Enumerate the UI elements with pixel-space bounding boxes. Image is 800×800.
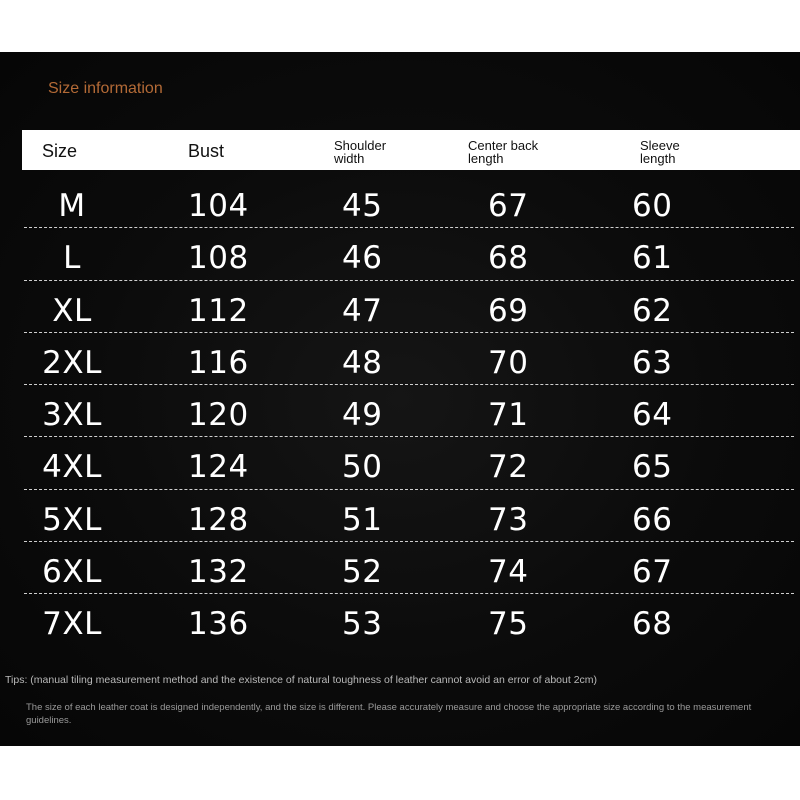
cell-shoulder: 53 [342, 606, 383, 643]
cell-bust: 108 [188, 240, 249, 277]
row-divider [24, 280, 794, 281]
table-row [22, 387, 800, 439]
note-text: The size of each leather coat is designed independently, and the size is different. Please accurately measure and choose the appropriate size according to the measurement guidelines. [26, 702, 752, 726]
cell-bust: 132 [188, 554, 249, 591]
cell-shoulder: 47 [342, 292, 383, 329]
table-row [22, 178, 800, 230]
header-center-back: Center back length [468, 138, 539, 166]
row-divider [24, 332, 794, 333]
row-divider [24, 541, 794, 542]
cell-bust: 104 [188, 188, 249, 224]
cell-shoulder: 50 [342, 449, 383, 486]
table-header [22, 130, 800, 170]
cell-size: 5XL [42, 501, 102, 538]
cell-center-back: 74 [488, 554, 529, 591]
cell-sleeve: 60 [632, 188, 673, 224]
section-title: Size information [48, 80, 163, 97]
cell-shoulder: 48 [342, 344, 383, 381]
cell-center-back: 70 [488, 344, 529, 381]
table-row [22, 544, 800, 596]
cell-size: 6XL [42, 554, 102, 591]
cell-center-back: 67 [488, 188, 529, 224]
header-bust: Bust [188, 141, 225, 161]
cell-shoulder: 49 [342, 397, 383, 434]
cell-center-back: 68 [488, 240, 529, 277]
table-row [22, 492, 800, 544]
cell-center-back: 71 [488, 397, 529, 434]
size-table-body [22, 178, 800, 649]
cell-bust: 136 [188, 606, 249, 643]
header-shoulder: Shoulder width [334, 138, 387, 166]
cell-size: 4XL [42, 449, 102, 486]
cell-shoulder: 46 [342, 240, 383, 277]
cell-shoulder: 45 [342, 188, 383, 224]
table-row [22, 596, 800, 648]
cell-size: L [63, 240, 81, 277]
cell-size: 2XL [42, 344, 102, 381]
row-divider [24, 593, 794, 594]
cell-sleeve: 63 [632, 344, 673, 381]
cell-bust: 116 [188, 344, 249, 381]
cell-shoulder: 51 [342, 501, 383, 538]
cell-sleeve: 66 [632, 501, 673, 538]
cell-center-back: 69 [488, 292, 529, 329]
row-divider [24, 436, 794, 437]
cell-bust: 128 [188, 501, 249, 538]
cell-size: XL [52, 292, 92, 329]
cell-bust: 124 [188, 449, 249, 486]
cell-size: 7XL [42, 606, 102, 643]
row-divider [24, 489, 794, 490]
cell-shoulder: 52 [342, 554, 383, 591]
row-divider [24, 227, 794, 228]
cell-sleeve: 67 [632, 554, 673, 591]
cell-center-back: 75 [488, 606, 529, 643]
table-row [22, 283, 800, 335]
table-row [22, 335, 800, 387]
cell-sleeve: 62 [632, 292, 673, 329]
header-size: Size [42, 141, 78, 161]
cell-sleeve: 61 [632, 240, 673, 277]
cell-size: 3XL [42, 397, 102, 434]
table-row [22, 230, 800, 282]
cell-size: M [58, 188, 86, 224]
cell-center-back: 73 [488, 501, 529, 538]
header-sleeve: Sleeve length [640, 138, 680, 166]
cell-center-back: 72 [488, 449, 529, 486]
row-divider [24, 384, 794, 385]
cell-sleeve: 65 [632, 449, 673, 486]
tips-text: Tips: (manual tiling measurement method and the existence of natural toughness of leather cannot avoid an error of about 2cm) [5, 674, 598, 686]
table-row [22, 439, 800, 491]
cell-bust: 112 [188, 292, 249, 329]
cell-bust: 120 [188, 397, 249, 434]
cell-sleeve: 68 [632, 606, 673, 643]
cell-sleeve: 64 [632, 397, 673, 434]
